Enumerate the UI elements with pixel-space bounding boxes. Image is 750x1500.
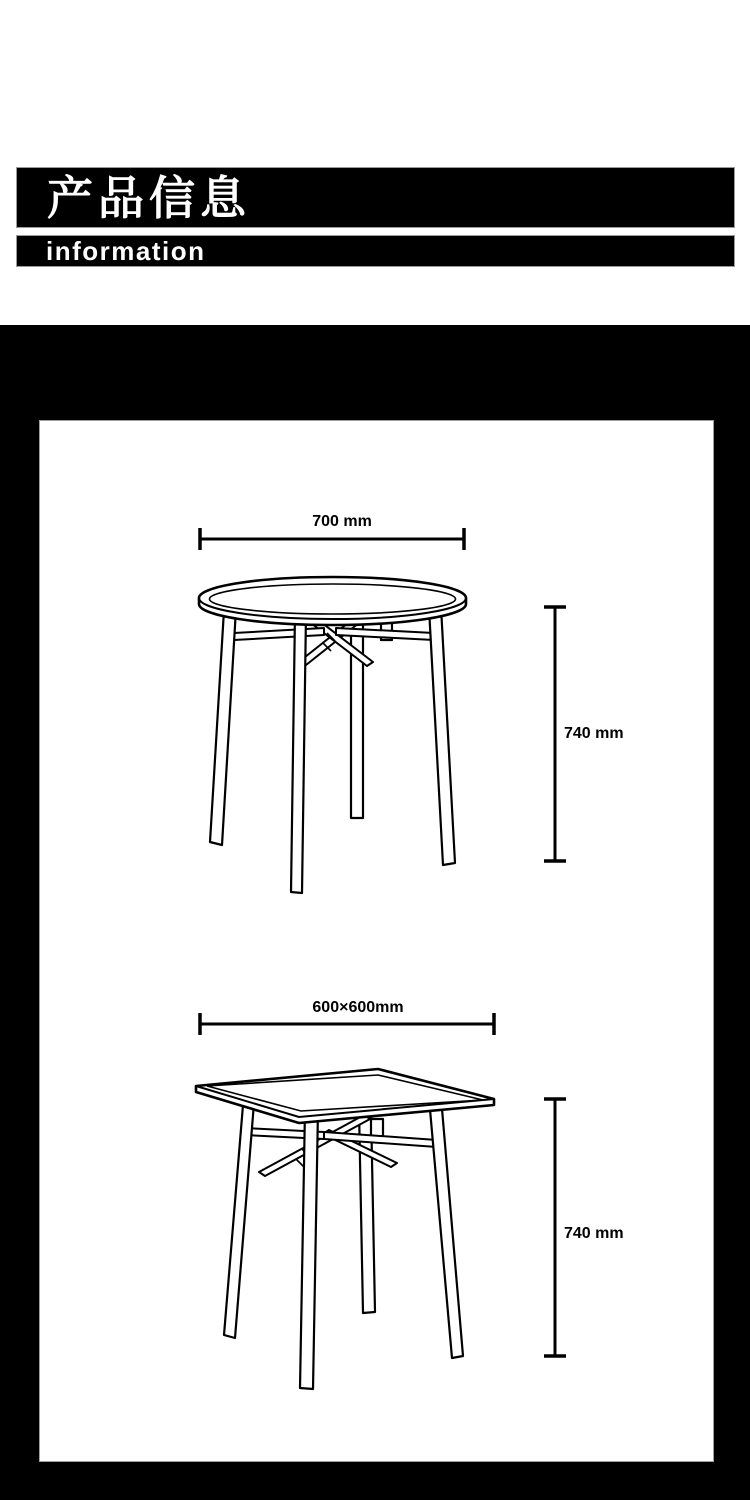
round-table-figure xyxy=(199,513,624,893)
square-table-width-dimension xyxy=(200,999,494,1035)
round-table-height-label: 740 mm xyxy=(564,725,624,742)
drawing-panel xyxy=(39,420,714,1462)
round-table-drawing xyxy=(199,577,466,893)
joint-detail xyxy=(296,1159,304,1167)
square-table-figure xyxy=(196,999,624,1389)
table-leg xyxy=(291,613,306,893)
stretcher-rail xyxy=(234,628,324,640)
table-leg xyxy=(224,1103,254,1338)
square-table-drawing xyxy=(196,1069,494,1389)
square-table-height-label: 740 mm xyxy=(564,1225,624,1242)
square-table-width-label: 600×600mm xyxy=(312,999,404,1016)
table-leg xyxy=(429,607,455,865)
table-leg xyxy=(351,612,363,818)
round-table-width-label: 700 mm xyxy=(312,513,372,530)
table-leg xyxy=(210,609,236,845)
page-title: 产品信息 xyxy=(47,171,251,224)
dimension-drawings xyxy=(40,421,713,1461)
subtitle-bar xyxy=(16,235,735,267)
square-table-height-dimension xyxy=(544,1099,624,1356)
product-info-section xyxy=(0,325,750,1500)
title-bar xyxy=(16,167,735,228)
round-table-width-dimension xyxy=(200,513,464,550)
round-table-height-dimension xyxy=(544,607,624,861)
page-subtitle: information xyxy=(46,236,206,266)
table-leg xyxy=(429,1097,463,1358)
